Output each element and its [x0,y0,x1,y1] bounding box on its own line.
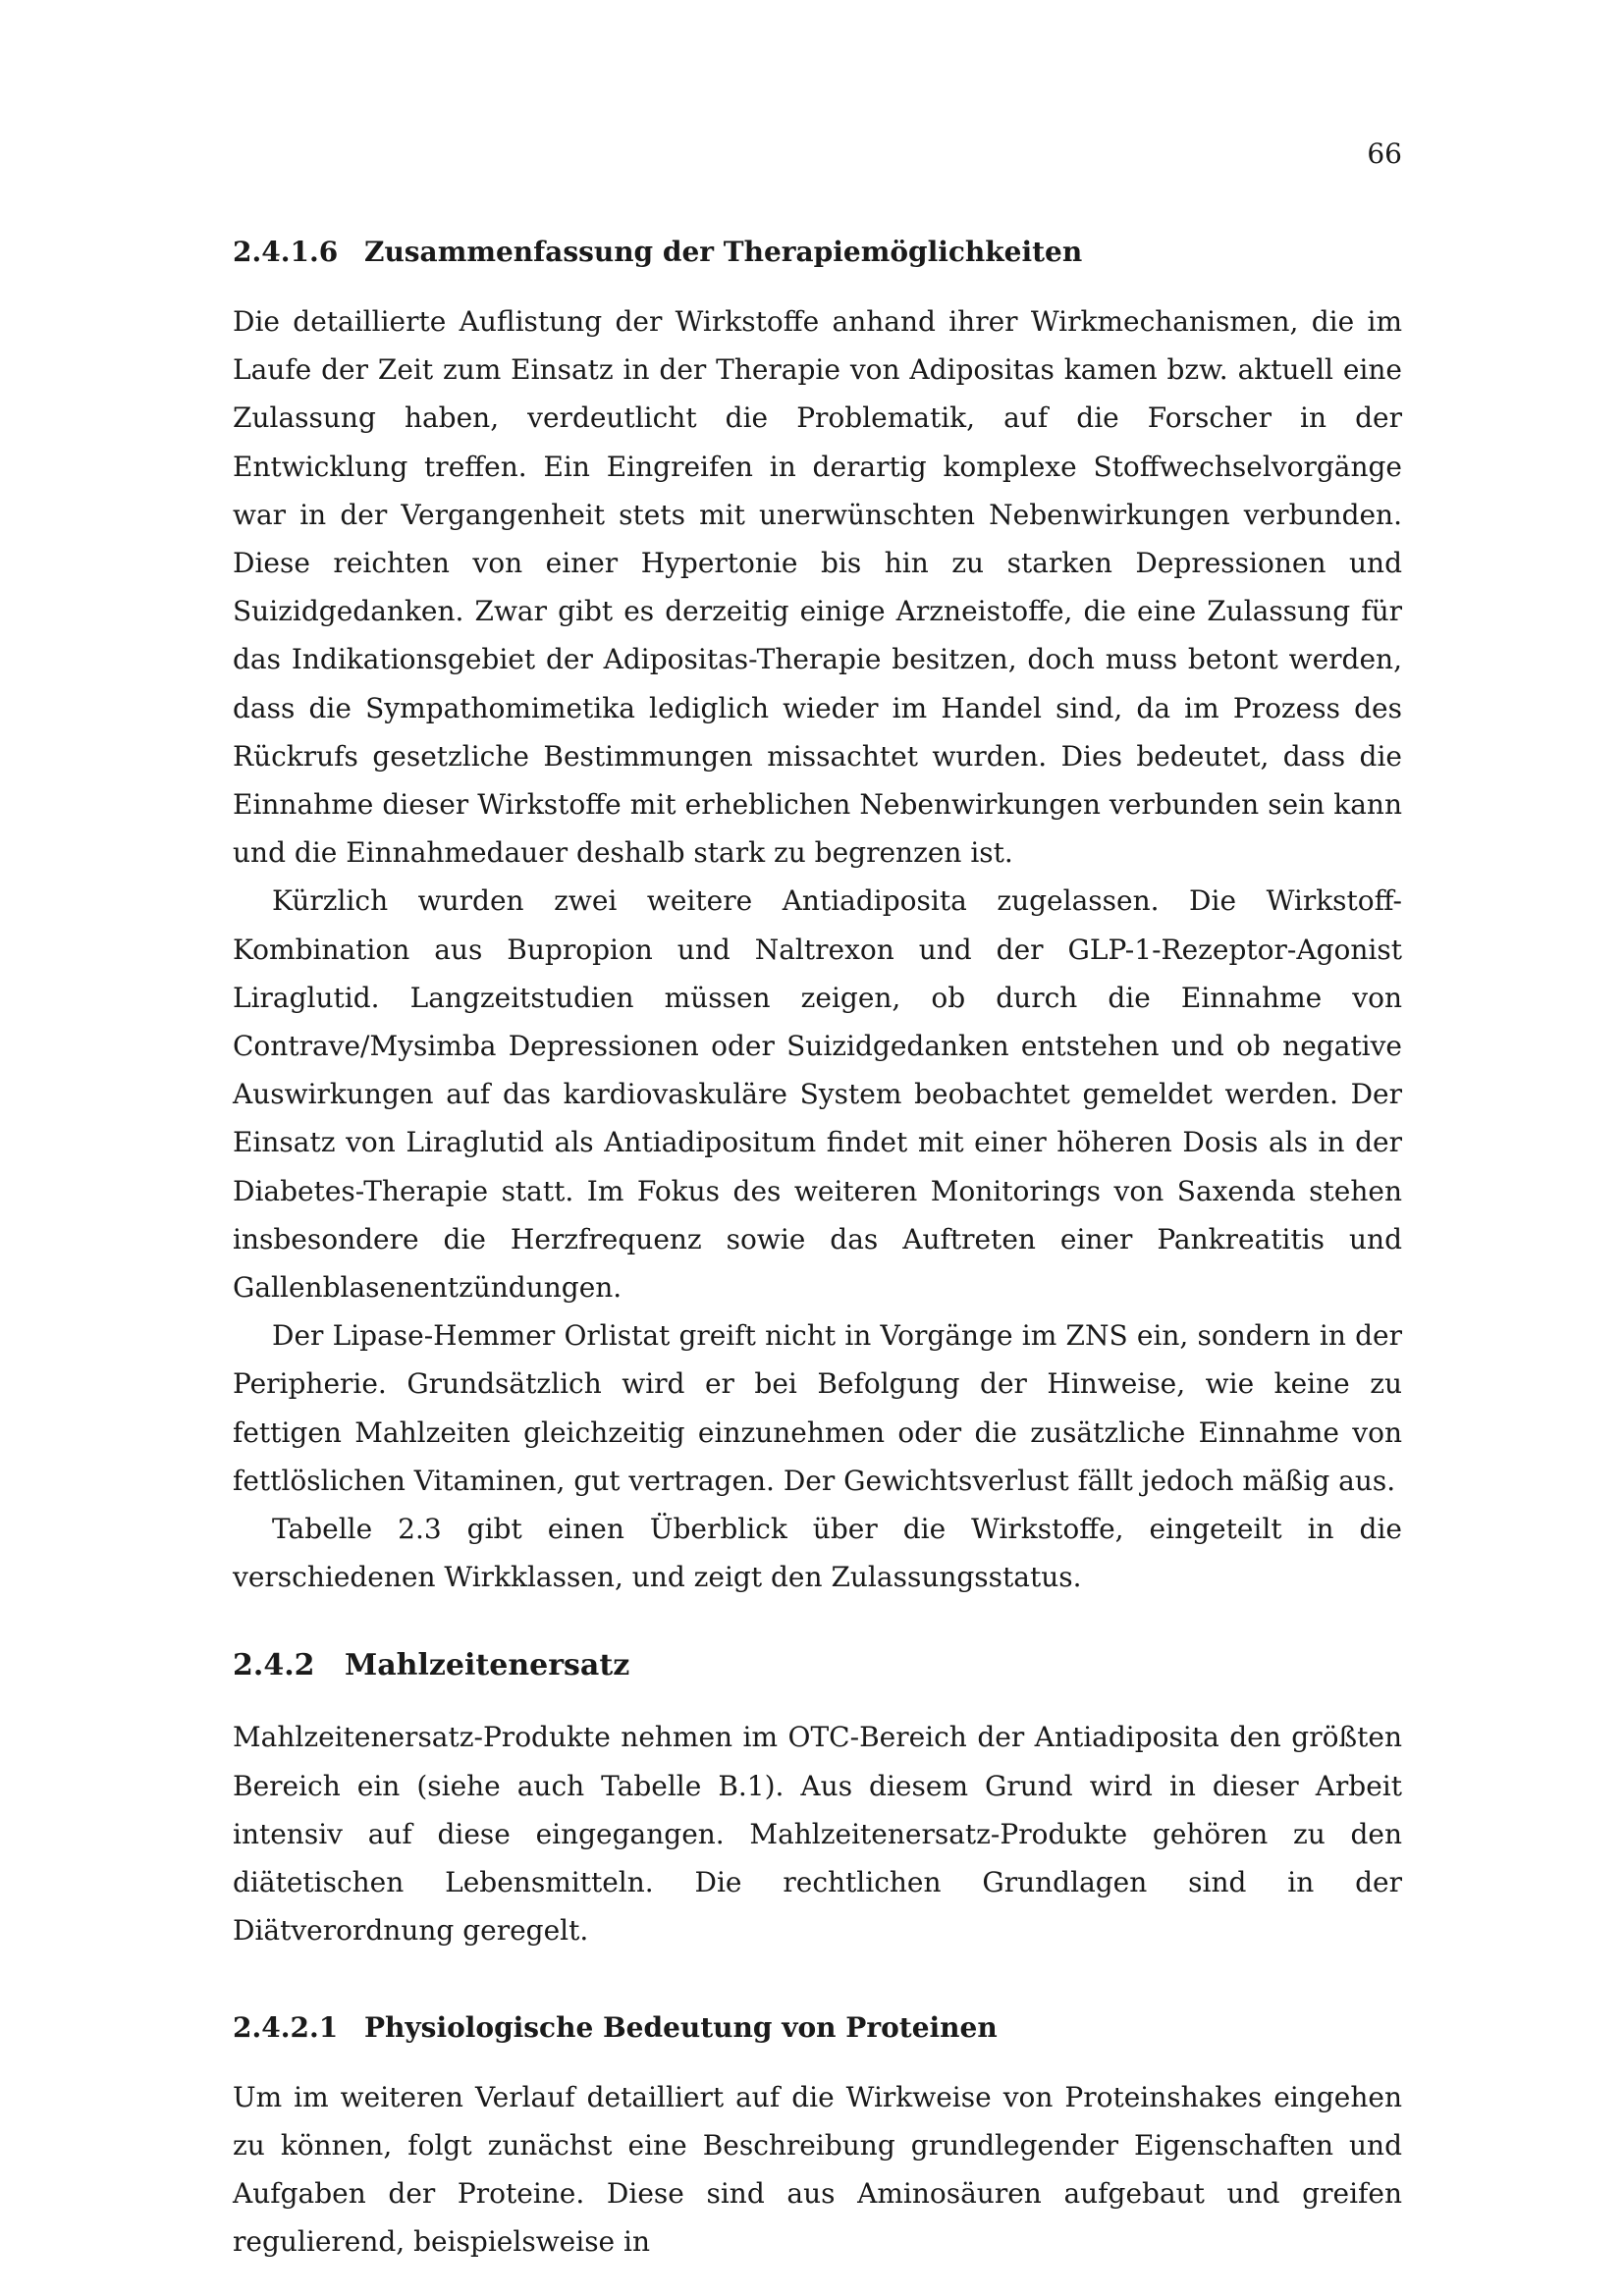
section-heading-2-4-2 [233,1642,1402,1689]
section-title: Zusammenfassung der Therapiemöglichkeiten [364,236,1083,268]
paragraph: Kürzlich wurden zwei weitere Antiadiposita zugelassen. Die Wirkstoff-Kombination aus Bupropion und Naltrexon und der GLP-1-Rezeptor-Agonist Liraglutid. Langzeitstudien müssen zeigen, ob durch die Einnahme von Contrave/Mysimba Depressionen oder Suizidgedanken entstehen und ob negative Auswirkungen auf das kardiovaskuläre System beobachtet gemeldet werden. Der Einsatz von Liraglutid als Antiadipositum findet mit einer höheren Dosis als in der Diabetes-Therapie statt. Im Fokus des weiteren Monitorings von Saxenda stehen insbesondere die Herzfrequenz sowie das Auftreten einer Pankreatitis und Gallenblasenentzündungen. [233,884,1402,1305]
section-title: Mahlzeitenersatz [345,1648,630,1683]
section-number: 2.4.2 [233,1648,315,1683]
section-title: Physiologische Bedeutung von Proteinen [364,2010,998,2044]
paragraph: Mahlzeitenersatz-Produkte nehmen im OTC-Bereich der Antiadiposita den größten Bereich ein (siehe auch Tabelle B.1). Aus diesem Grund wird in dieser Arbeit intensiv auf diese eingegangen. Mahlzeitenersatz-Produkte gehören zu den diätetischen Lebensmitteln. Die rechtlichen Grundlagen sind in der Diätverordnung geregelt. [233,1721,1402,1948]
section-number: 2.4.1.6 [233,236,339,268]
paragraph: Der Lipase-Hemmer Orlistat greift nicht in Vorgänge im ZNS ein, sondern in der Peripherie. Grundsätzlich wird er bei Befolgung der Hinweise, wie keine zu fettigen Mahlzeiten gleichzeitig einzunehmen oder die zusätzliche Einnahme von fettlöslichen Vitaminen, gut vertragen. Der Gewichtsverlust fällt jedoch mäßig aus. [233,1319,1402,1497]
section-heading-2-4-2-1 [233,2006,1402,2050]
section-heading-2-4-1-6 [233,231,1402,274]
paragraph: Die detaillierte Auflistung der Wirkstoffe anhand ihrer Wirkmechanismen, die im Laufe der Zeit zum Einsatz in der Therapie von Adipositas kamen bzw. aktuell eine Zulassung haben, verdeutlicht die Problematik, auf die Forscher in der Entwicklung treffen. Ein Eingreifen in derartig komplexe Stoffwechselvorgänge war in der Vergangenheit stets mit unerwünschten Nebenwirkungen verbunden. Diese reichten von einer Hypertonie bis hin zu starken Depressionen und Suizidgedanken. Zwar gibt es derzeitig einige Arzneistoffe, die eine Zulassung für das Indikationsgebiet der Adipositas-Therapie besitzen, doch muss betont werden, dass die Sympathomimetika lediglich wieder im Handel sind, da im Prozess des Rückrufs gesetzliche Bestimmungen missachtet wurden. Dies bedeutet, dass die Einnahme dieser Wirkstoffe mit erheblichen Nebenwirkungen verbunden sein kann und die Einnahmedauer deshalb stark zu begrenzen ist. [233,305,1402,870]
paragraph: Um im weiteren Verlauf detailliert auf die Wirkweise von Proteinshakes eingehen zu können, folgt zunächst eine Beschreibung grundlegender Eigenschaften und Aufgaben der Proteine. Diese sind aus Aminosäuren aufgebaut und greifen regulierend, beispielsweise in [233,2080,1402,2259]
section-number: 2.4.2.1 [233,2010,339,2044]
paragraph: Tabelle 2.3 gibt einen Überblick über die Wirkstoffe, eingeteilt in die verschiedenen Wirkklassen, und zeigt den Zulassungsstatus. [233,1513,1402,1594]
page-content [233,231,1402,2266]
page-number: 66 [1367,137,1402,170]
